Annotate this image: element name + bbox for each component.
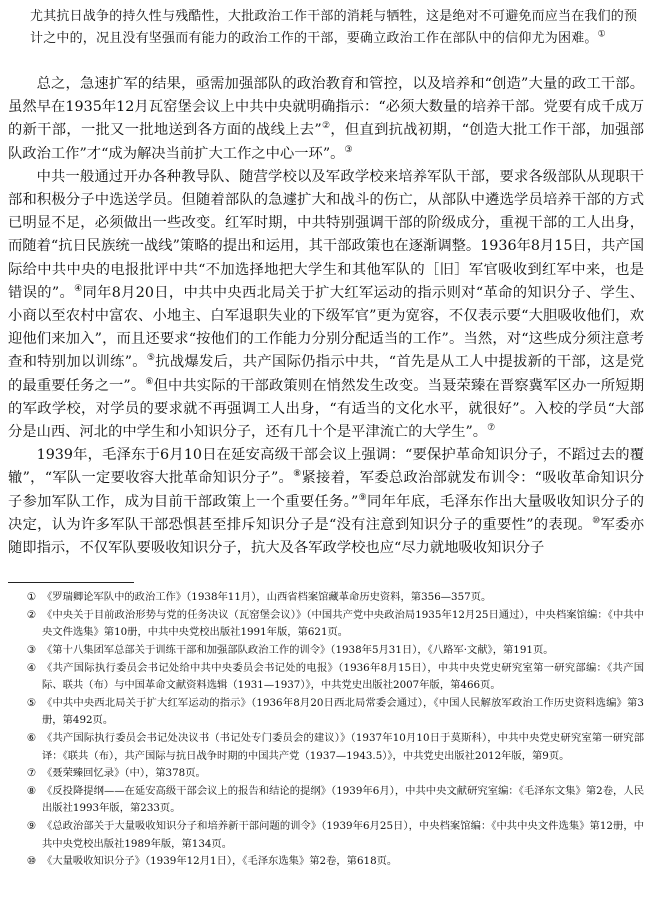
paragraph-text: 抗战爆发后，共产国际仍指示中共，“首先是从工人中提拔新的干部，这是党的最重要任务之一”。 [8, 354, 645, 394]
footnote-number: ⑤ [26, 696, 36, 709]
footnote-ref[interactable]: ④ [74, 284, 83, 295]
footnote-number: ⑥ [26, 732, 36, 745]
block-quote [8, 6, 644, 49]
footnote-number: ⑩ [26, 855, 36, 868]
footnote-number: ⑦ [26, 767, 36, 780]
paragraph-text: 紧接着，军委总政治部就发布训令：“吸收革命知识分子参加军队工作，成为目前干部政策上一个重要任务。” [8, 470, 644, 510]
footnote-ref[interactable]: ⑧ [293, 469, 302, 480]
footnote-ref[interactable]: ⑩ [592, 516, 601, 527]
quote-text: 尤其抗日战争的持久性与残酷性，大批政治工作干部的消耗与牺牲，这是绝对不可避免而应当在我们的预计之中的，况且没有坚强而有能力的政治工作的干部，要确立政治工作在部队中的信仰尤为困难。 [30, 9, 638, 46]
footnote-number: ⑧ [26, 784, 36, 797]
footnote-text: 《大量吸收知识分子》（1939年12月1日），《毛泽东选集》第2卷，第618页。 [42, 855, 398, 868]
footnote-text: 《中共中央西北局关于扩大红军运动的指示》（1936年8月20日西北局常委会通过），《中国人民解放军政治工作历史资料选编》第3册，第492页。 [42, 696, 644, 727]
footnote-text: 《共产国际执行委员会书记处决议书（书记处专门委员会的建议）》（1937年10月10日于莫斯科），中共中央党史研究室第一研究部译：《联共（布），共产国际与抗日战争时期的中国共产党（1937—1943.5）》，中共党史出版社2012年版，第9页。 [42, 732, 644, 762]
body-paragraph-2 [8, 166, 644, 444]
footnotes [8, 589, 644, 871]
footnote-number: ③ [26, 644, 36, 657]
footnote-text: 《聂荣臻回忆录》（中），第378页。 [42, 767, 206, 780]
footnote-item [8, 589, 644, 607]
footnote-item [8, 818, 644, 853]
footnote-ref[interactable]: ⑥ [145, 376, 154, 387]
footnote-item [8, 642, 644, 660]
footnote-text: 《共产国际执行委员会书记处给中共中央委员会书记处的电报》（1936年8月15日），中共中央党史研究室第一研究部编：《共产国际、联共（布）与中国革命文献资料选辑（1931—1937）》，中共党史出版社2007年版，第466页。 [42, 661, 644, 692]
footnote-text: 《第十八集团军总部关于训练干部和加强部队政治工作的训令》（1938年5月31日），《八路军·文献》，第191页。 [42, 644, 554, 657]
paragraph-text: 同年8月20日，中共中央西北局关于扩大红军运动的指示则对“革命的知识分子、学生、小商以至农村中富农、小地主、白军退职失业的下级军官”更为宽容，不仅表示要“大胆吸收他们，欢迎他们来加入”，而且还要求“按他们的工作能力分别分配适当的工作”。当然，对“这些成分须注意考查和特别加以训练”。 [8, 284, 644, 371]
paragraph-text: 军委亦随即指示，不仅军队要吸收知识分子，抗大及各军政学校也应“尽力就地吸收知识分子 [8, 516, 645, 557]
footnote-ref[interactable]: ③ [344, 144, 353, 155]
footnote-text: 《中央关于目前政治形势与党的任务决议（瓦窑堡会议）》（中国共产党中央政治局1935年12月25日通过），中央档案馆编：《中共中央文件选集》第10册，中共中央党校出版社1991年版，第621页。 [42, 608, 644, 639]
paragraph-text: 总之，急速扩军的结果，亟需加强部队的政治教育和管控，以及培养和“创造”大量的政工干部。虽然早在1935年12月瓦窑堡会议上中共中央就明确指示：“必须大数量的培养干部。党要有成千成万的新干部，一批又一批地送到各方面的战线上去” [8, 76, 644, 139]
footnote-text: 《总政治部关于大量吸收知识分子和培养新干部问题的训令》（1939年6月25日），中央档案馆编：《中共中央文件选集》第12册，中共中央党校出版社1989年版，第134页。 [42, 819, 644, 850]
footnote-ref[interactable]: ① [597, 29, 606, 40]
paragraph-gap [8, 49, 644, 73]
footnote-text: 《反投降提纲——在延安高级干部会议上的报告和结论的提纲》（1939年6月），中共中央文献研究室编：《毛泽东文集》第2卷，人民出版社1993年版，第233页。 [42, 784, 644, 815]
footnote-number: ④ [26, 661, 36, 674]
footnote-number: ① [26, 591, 36, 604]
footnote-item [8, 783, 644, 818]
footnote-ref[interactable]: ⑤ [146, 353, 156, 364]
footnote-number: ② [26, 608, 36, 621]
footnote-ref[interactable]: ⑨ [358, 492, 368, 503]
paragraph-text: 中共一般通过开办各种教导队、随营学校以及军政学校来培养军队干部，要求各级部队从现职干部和积极分子中选送学员。但随着部队的急遽扩大和战斗的伤亡，从部队中遴选学员培养干部的方式已明显不足，必须做出一些改变。红军时期，中共特别强调干部的阶级成分，重视干部的工人出身，而随着“抗日民族统一战线”策略的提出和运用，其干部政策也在逐渐调整。1936年8月15日，共产国际给中共中央的电报批评中共“不加选择地把大学生和其他军队的［旧］军官吸收到红军中来，也是错误的”。 [8, 168, 644, 301]
footnote-item [8, 607, 644, 642]
paragraph-text: 但中共实际的干部政策则在悄然发生改变。当聂荣臻在晋察冀军区办一所短期的军政学校，对学员的要求就不再强调工人出身，“有适当的文化水平，就很好”。入校的学员“大部分是山西、河北的中学生和小知识分子，还有几十个是平津流亡的大学生”。 [8, 377, 644, 441]
footnote-ref[interactable]: ② [321, 121, 331, 132]
footnote-item [8, 853, 644, 871]
footnote-item [8, 660, 644, 695]
paragraph-text: 同年年底，毛泽东作出大量吸收知识分子的决定，认为许多军队干部恐惧甚至排斥知识分子是“没有注意到知识分子的重要性”的表现。 [8, 493, 644, 533]
body-paragraph-1 [8, 73, 644, 166]
body-paragraph-3 [8, 444, 644, 560]
footnote-item [8, 765, 644, 783]
footnote-divider [8, 582, 134, 583]
footnote-ref[interactable]: ⑦ [487, 423, 496, 434]
paragraph-text: ，但直到抗战初期，“创造大批工作干部，加强部队政治工作”才“成为解决当前扩大工作之中心一环”。 [8, 122, 644, 162]
footnote-item [8, 730, 644, 765]
paragraph-text: 1939年，毛泽东于6月10日在延安高级干部会议上强调：“要保护革命知识分子，不蹈过去的覆辙”，“军队一定要收容大批革命知识分子”。 [8, 447, 644, 487]
footnote-number: ⑨ [26, 819, 36, 832]
footnote-item [8, 695, 644, 730]
footnote-text: 《罗瑞卿论军队中的政治工作》（1938年11月），山西省档案馆藏革命历史资料，第356—357页。 [42, 591, 492, 604]
